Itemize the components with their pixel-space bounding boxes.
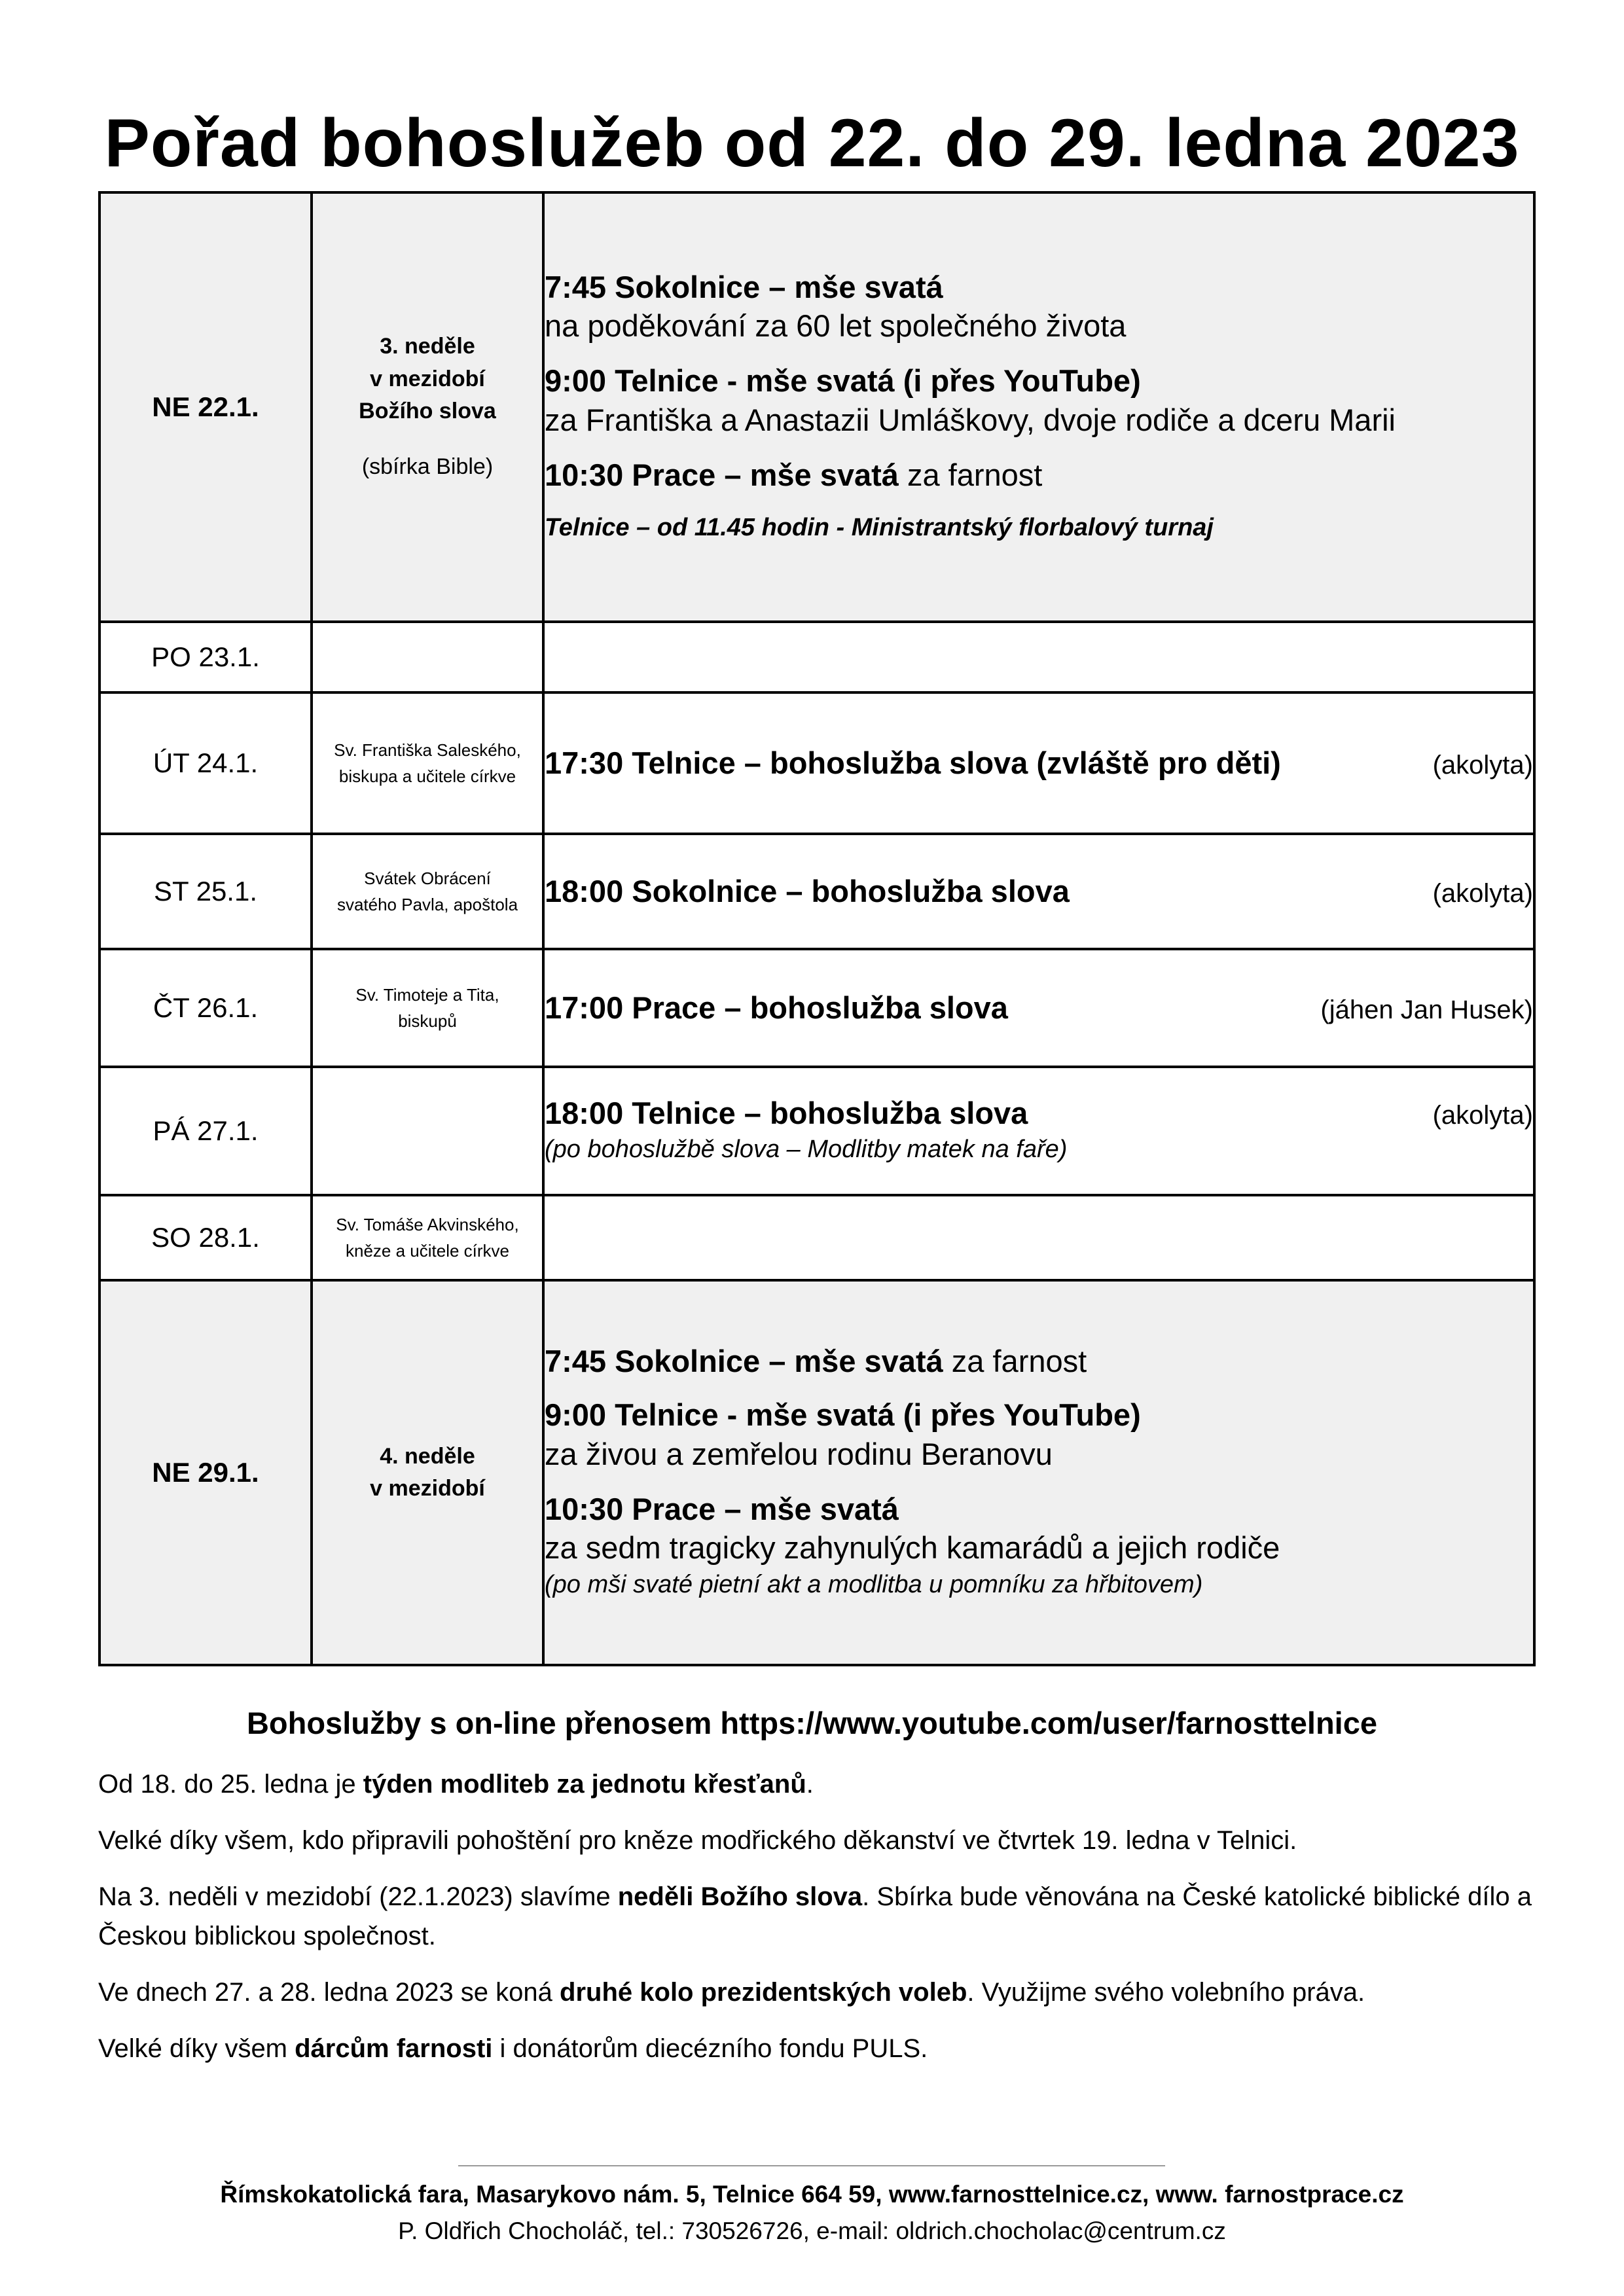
table-row [99,949,1534,1067]
event-note: (po mši svaté pietní akt a modlitba u pomníku za hřbitovem) [545,1571,1203,1599]
service-heading: 17:30 Telnice – bohoslužba slova (zvláště pro děti) [545,745,1281,780]
officiant: (akolyta) [1432,878,1533,908]
feast-line: Sv. Františka Saleského, [334,740,521,760]
feast-cell [312,1280,543,1665]
notice-text: . [806,1770,814,1799]
service-heading: 18:00 Telnice – bohoslužba slova [545,1096,1028,1131]
table-row [99,1280,1534,1665]
day-cell: NE 29.1. [99,1280,312,1665]
event-note: (po bohoslužbě slova – Modlitby matek na faře) [545,1135,1068,1163]
mass-intention: za Františka a Anastazii Umláškovy, dvoje rodiče a dceru Marii [545,402,1396,437]
mass-heading-text: 7:45 Sokolnice – mše svatá [545,1343,943,1378]
day-cell: PÁ 27.1. [99,1067,312,1195]
program-cell [543,1195,1534,1280]
footer-contact: P. Oldřich Chocholáč, tel.: 730526726, e-mail: oldrich.chocholac@centrum.cz [398,2217,1226,2244]
mass-heading: 7:45 Sokolnice – mše svatá [545,269,943,304]
program-cell [543,834,1534,949]
feast-line: v mezidobí [370,1476,485,1501]
notice-item [98,1877,1536,1956]
mass-heading: 9:00 Telnice - mše svatá (i přes YouTube) [545,1397,1141,1433]
page-title: Pořad bohoslužeb od 22. do 29. ledna 2023 [104,105,1520,181]
footer-divider [458,2165,1165,2166]
footer-address: Římskokatolická fara, Masarykovo nám. 5, Telnice 664 59, www.farnosttelnice.cz, www. farnostprace.cz [220,2181,1404,2208]
event-note: Telnice – od 11.45 hodin - Ministrantský florbalový turnaj [545,514,1214,542]
feast-cell [312,834,543,949]
notice-emphasis: dárcům farnosti [295,2034,493,2063]
notice-emphasis: týden modliteb za jednotu křesťanů [363,1770,806,1799]
notice-text: i donátorům diecézního fondu PULS. [492,2034,928,2063]
officiant: (akolyta) [1432,750,1533,780]
table-row [99,622,1534,692]
table-row [99,1195,1534,1280]
mass-intention: za farnost [951,1343,1087,1378]
day-cell: ST 25.1. [99,834,312,949]
feast-cell [312,192,543,622]
program-cell [543,622,1534,692]
notice-item: Velké díky všem, kdo připravili pohoštění pro kněze modřického děkanství ve čtvrtek 19. ledna v Telnici. [98,1826,1297,1855]
notice-emphasis: neděli Božího slova [617,1882,863,1911]
feast-cell [312,949,543,1067]
mass-heading: 10:30 Prace – mše svatá [545,1491,899,1526]
mass-heading [545,457,1533,493]
feast-line: Sv. Tomáše Akvinského, [336,1214,519,1234]
officiant: (jáhen Jan Husek) [1320,995,1533,1024]
mass-intention: na poděkování za 60 let společného života [545,308,1127,344]
notice-text: . Využijme svého volebního práva. [967,1978,1365,2007]
day-cell: PO 23.1. [99,622,312,692]
schedule-table [98,191,1536,1666]
mass-intention: za živou a zemřelou rodinu Beranovu [545,1436,1053,1471]
feast-line: Sv. Timoteje a Tita, [355,984,499,1005]
table-row [99,1067,1534,1195]
feast-line: 4. neděle [380,1443,475,1469]
notice-text: . Sbírka bude věnována na České katolické biblické dílo a Českou biblickou společnost. [98,1882,1532,1950]
feast-note: (sbírka Bible) [361,454,494,480]
mass-heading [545,1343,1533,1380]
program-cell [543,192,1534,622]
program-cell [543,949,1534,1067]
day-cell: SO 28.1. [99,1195,312,1280]
notice-text: Od 18. do 25. ledna je [98,1770,363,1799]
youtube-stream-line: Bohoslužby s on-line přenosem https://www.youtube.com/user/farnosttelnice [246,1706,1378,1740]
feast-line: svatého Pavla, apoštola [336,895,518,914]
table-row [99,834,1534,949]
feast-line: Svátek Obrácení [364,868,491,888]
day-cell: ÚT 24.1. [99,692,312,834]
feast-line: biskupa a učitele církve [338,766,516,786]
service-heading: 17:00 Prace – bohoslužba slova [545,990,1008,1025]
mass-intention: za farnost [907,457,1043,492]
feast-line: v mezidobí [370,366,485,391]
feast-line: kněze a učitele církve [345,1241,509,1261]
feast-cell [312,622,543,692]
footer [0,2176,1624,2249]
mass-intention: za sedm tragicky zahynulých kamarádů a jejich rodiče [545,1530,1280,1565]
notices [98,1765,1536,2085]
notice-text: Velké díky všem [98,2034,295,2063]
notice-emphasis: druhé kolo prezidentských voleb [560,1978,967,2007]
notice-item [98,1973,1536,2012]
mass-heading-text: 10:30 Prace – mše svatá [545,457,899,492]
feast-line: Božího slova [359,399,496,423]
notice-item [98,2029,1536,2068]
feast-cell [312,1067,543,1195]
table-row [99,192,1534,622]
notice-item [98,1765,1536,1804]
notice-text: Ve dnech 27. a 28. ledna 2023 se koná [98,1978,560,2007]
mass-heading: 9:00 Telnice - mše svatá (i přes YouTube) [545,363,1141,399]
feast-cell [312,692,543,834]
program-cell [543,692,1534,834]
day-cell: ČT 26.1. [99,949,312,1067]
day-cell: NE 22.1. [99,192,312,622]
feast-line: biskupů [398,1011,457,1031]
program-cell [543,1280,1534,1665]
feast-cell [312,1195,543,1280]
feast-line: 3. neděle [380,334,475,359]
program-cell [543,1067,1534,1195]
table-row [99,692,1534,834]
notice-text: Na 3. neděli v mezidobí (22.1.2023) slavíme [98,1882,618,1911]
service-heading: 18:00 Sokolnice – bohoslužba slova [545,873,1070,908]
officiant: (akolyta) [1432,1101,1533,1130]
